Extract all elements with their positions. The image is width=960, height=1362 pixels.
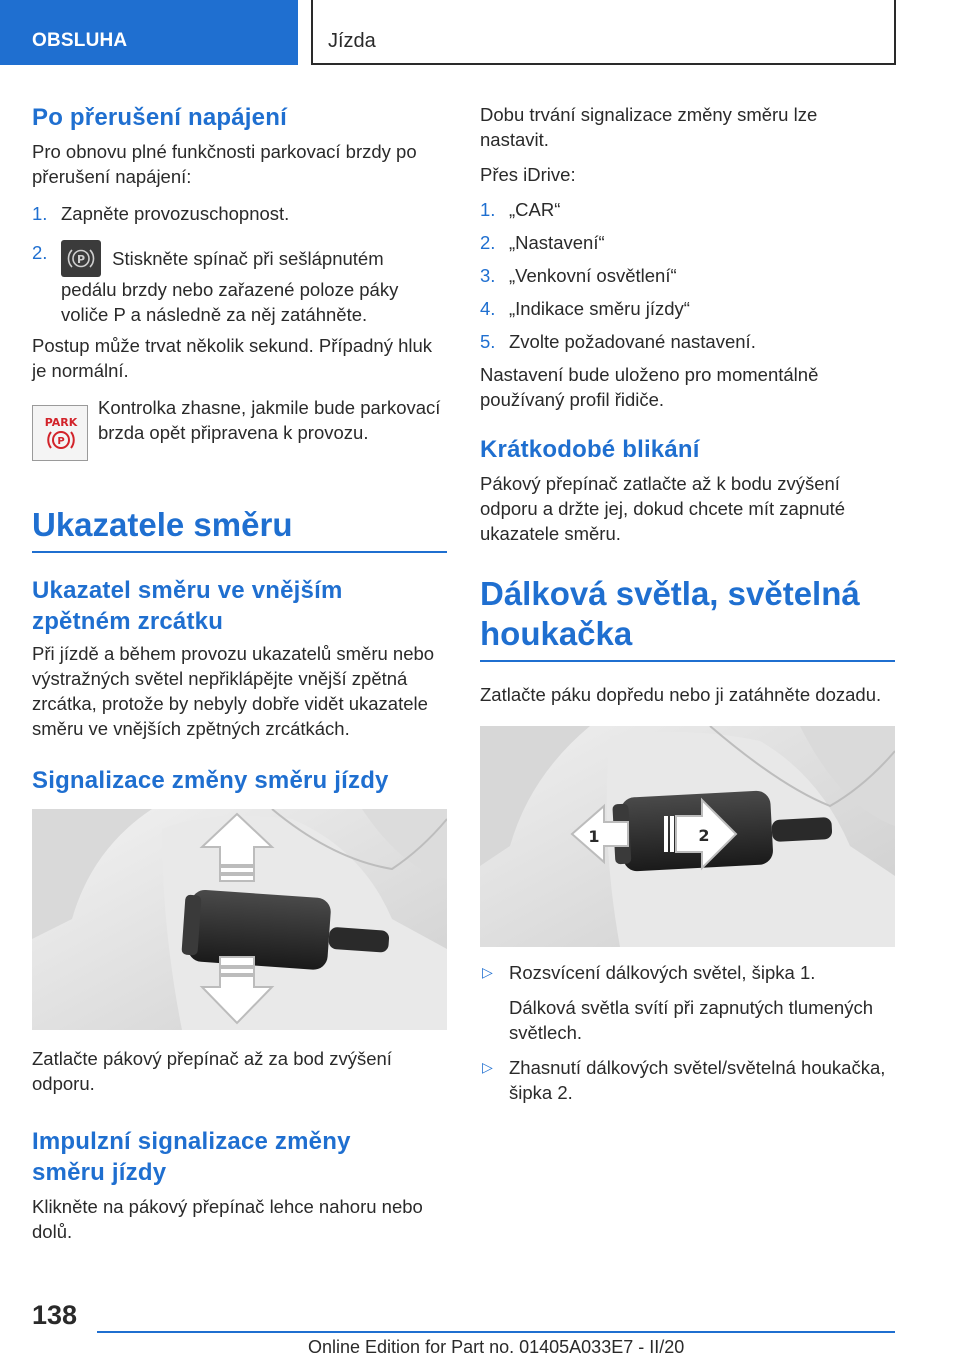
list-item: [480, 296, 895, 321]
indicators-title: Ukazatele směru: [32, 505, 447, 553]
list-item: [480, 960, 895, 1045]
park-warning: [32, 395, 447, 465]
step-number: 4.: [480, 298, 496, 319]
signal-caption: Zatlačte pákový přepínač až za bod zvýšení odporu.: [32, 1048, 392, 1094]
impulse-title: Impulzní signalizace změny směru jízdy: [32, 1128, 351, 1186]
right-lower: [480, 960, 895, 1105]
short-title: Krátkodobé blikání: [480, 436, 700, 463]
step-number: 1.: [32, 203, 48, 224]
step-text: „Nastavení“: [509, 232, 605, 253]
list-item: [32, 240, 447, 327]
arrow-2-label: 2: [698, 826, 710, 845]
svg-text:P: P: [57, 436, 65, 447]
step-text: „CAR“: [509, 199, 561, 220]
list-item: [480, 1055, 895, 1105]
step-number: 1.: [480, 199, 496, 220]
idrive-label: Přes iDrive:: [480, 164, 576, 185]
list-item: [480, 197, 895, 222]
left-lower: [32, 1046, 447, 1244]
mirror-title: Ukazatel směru ve vnějším zpětném zrcátku: [32, 577, 343, 635]
step-text: Zapněte provozuschopnost.: [61, 203, 290, 224]
list-item: [480, 329, 895, 354]
chapter-title: Jízda: [328, 30, 376, 52]
high-beam-figure: [480, 726, 895, 947]
power-title: Po přerušení napájení: [32, 104, 287, 131]
highbeam-intro: Zatlačte páku dopředu nebo ji zatáhněte dozadu.: [480, 684, 882, 705]
short-text: Pákový přepínač zatlačte až k bodu zvýšení odporu a držte jej, dokud chcete mít zapnuté ukazatele směru.: [480, 473, 846, 544]
section-tab: [0, 0, 298, 65]
bullet-text: Rozsvícení dálkových světel, šipka 1.: [509, 962, 816, 983]
footer-divider: [97, 1331, 895, 1333]
bullet-text: Zhasnutí dálkových světel/světelná houkačka, šipka 2.: [509, 1057, 886, 1103]
step-number: 5.: [480, 331, 496, 352]
section-title: OBSLUHA: [32, 30, 128, 51]
power-intro: Pro obnovu plné funkčnosti parkovací brzdy po přerušení napájení:: [32, 141, 417, 187]
edition-footer: Online Edition for Part no. 01405A033E7 - II/20: [308, 1337, 685, 1357]
turn-signal-figure: [32, 809, 447, 1030]
list-item: [480, 230, 895, 255]
signal-title: Signalizace změny směru jízdy: [32, 767, 389, 794]
highbeam-title: Dálková světla, světelná houkačka: [480, 574, 895, 662]
step-number: 2.: [480, 232, 496, 253]
arrow-1-label: 1: [588, 827, 600, 846]
impulse-text: Klikněte na pákový přepínač lehce nahoru nebo dolů.: [32, 1196, 423, 1242]
power-steps: [32, 201, 447, 327]
mirror-text: Při jízdě a během provozu ukazatelů směru nebo výstražných světel nepřiklápějte vnější zpětná zrcátka, protože by nebyly dobře vidět ukazatele směru ve vnějších zpětných zrcátkách.: [32, 643, 435, 739]
step-text: „Venkovní osvětlení“: [509, 265, 677, 286]
power-note: Postup může trvat několik sekund. Případný hluk je normální.: [32, 335, 433, 381]
svg-text:P: P: [76, 253, 86, 266]
triangle-bullet-icon: ▷: [482, 964, 493, 980]
bullet-subtext: Dálková světla svítí při zapnutých tlumených světlech.: [509, 997, 873, 1043]
triangle-bullet-icon: ▷: [482, 1059, 493, 1075]
chapter-header: [311, 0, 896, 65]
park-icon-label: PARK: [44, 416, 78, 429]
step-text: Zvolte požadované nastavení.: [509, 331, 756, 352]
parking-brake-icon: [61, 240, 101, 277]
step-number: 3.: [480, 265, 496, 286]
list-item: [32, 201, 447, 226]
right-column: [480, 96, 895, 707]
step-number: 2.: [32, 242, 48, 263]
list-item: [480, 263, 895, 288]
step-text: „Indikace směru jízdy“: [509, 298, 690, 319]
step-text: Stiskněte spínač při sešlápnutém pedálu brzdy nebo zařazené poloze páky voliče P a následně za něj zatáhněte.: [61, 248, 399, 325]
park-indicator-icon: [32, 405, 88, 461]
saved-text: Nastavení bude uloženo pro momentálně používaný profil řidiče.: [480, 364, 819, 410]
highbeam-bullets: [480, 960, 895, 1105]
park-note: Kontrolka zhasne, jakmile bude parkovací brzda opět připravena k provozu.: [98, 397, 441, 443]
duration-text: Dobu trvání signalizace změny směru lze nastavit.: [480, 104, 818, 150]
page-number: 138: [32, 1300, 78, 1330]
idrive-steps: [480, 197, 895, 354]
left-column: [32, 96, 447, 796]
